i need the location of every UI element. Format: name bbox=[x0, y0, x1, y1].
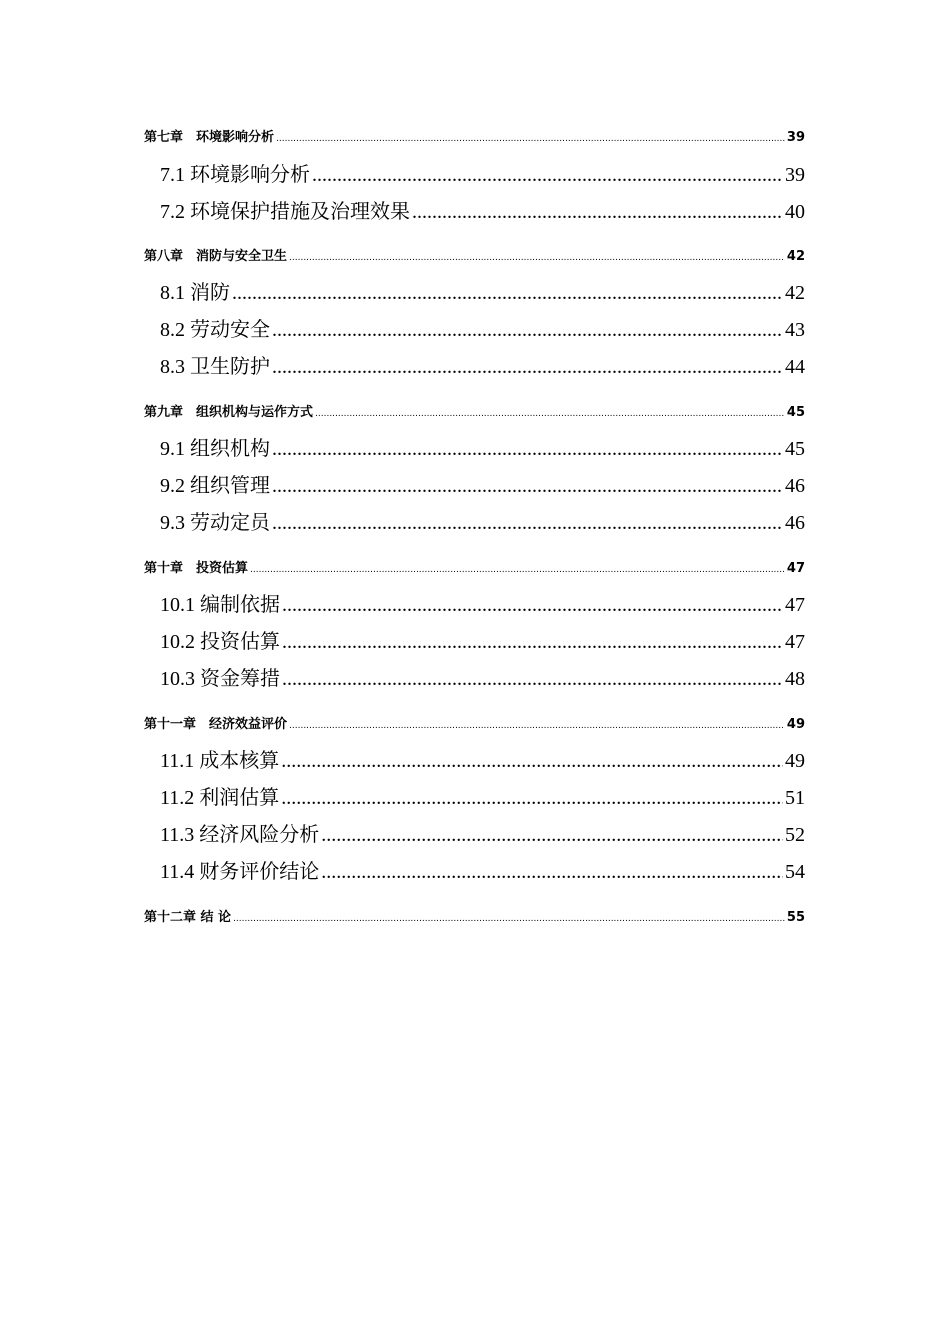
toc-section-8-3[interactable] bbox=[160, 350, 805, 379]
dot-leader bbox=[281, 750, 783, 773]
toc-chapter-12[interactable] bbox=[144, 906, 805, 925]
toc-page-number: 39 bbox=[785, 164, 805, 186]
dot-leader bbox=[281, 787, 783, 810]
dot-leader bbox=[232, 282, 783, 305]
toc-page-number: 43 bbox=[785, 319, 805, 341]
dot-leader bbox=[272, 438, 783, 461]
toc-entry-label: 9.3 劳动定员 bbox=[160, 512, 270, 534]
toc-entry-label: 第十二章 结 论 bbox=[144, 910, 232, 925]
toc-section-10-2[interactable] bbox=[160, 625, 805, 654]
toc-entry-label: 11.3 经济风险分析 bbox=[160, 824, 320, 846]
toc-entry-label: 8.3 卫生防护 bbox=[160, 356, 270, 378]
toc-section-8-2[interactable] bbox=[160, 313, 805, 342]
toc-section-8-1[interactable] bbox=[160, 276, 805, 305]
toc-chapter-10[interactable] bbox=[144, 557, 805, 576]
toc-entry-label: 10.2 投资估算 bbox=[160, 631, 280, 653]
dot-leader bbox=[272, 512, 783, 535]
toc-page-number: 42 bbox=[786, 249, 805, 264]
toc-entry-label: 10.1 编制依据 bbox=[160, 594, 280, 616]
toc-page-number: 40 bbox=[785, 201, 805, 223]
toc-entry-label: 8.1 消防 bbox=[160, 282, 230, 304]
toc-page-number: 47 bbox=[786, 561, 805, 576]
toc-entry-label: 8.2 劳动安全 bbox=[160, 319, 270, 341]
toc-section-11-2[interactable] bbox=[160, 781, 805, 810]
toc-chapter-9[interactable] bbox=[144, 401, 805, 420]
toc-page-number: 49 bbox=[785, 750, 805, 772]
dot-leader bbox=[272, 356, 783, 379]
toc-page-number: 46 bbox=[785, 475, 805, 497]
toc-section-7-2[interactable] bbox=[160, 195, 805, 224]
toc-page-number: 42 bbox=[785, 282, 805, 304]
toc-entry-label: 9.1 组织机构 bbox=[160, 438, 270, 460]
toc-section-9-1[interactable] bbox=[160, 432, 805, 461]
toc-chapter-11[interactable] bbox=[144, 713, 805, 732]
toc-entry-label: 11.4 财务评价结论 bbox=[160, 861, 320, 883]
toc-section-11-1[interactable] bbox=[160, 744, 805, 773]
toc-page-number: 48 bbox=[785, 668, 805, 690]
toc-page-number: 49 bbox=[786, 717, 805, 732]
toc-entry-label: 第九章 组织机构与运作方式 bbox=[144, 405, 314, 420]
dot-leader bbox=[272, 319, 783, 342]
toc-entry-label: 7.1 环境影响分析 bbox=[160, 164, 310, 186]
toc-entry-label: 7.2 环境保护措施及治理效果 bbox=[160, 201, 410, 223]
toc-page-number: 47 bbox=[785, 631, 805, 653]
dot-leader bbox=[321, 861, 783, 884]
toc-section-11-4[interactable] bbox=[160, 855, 805, 884]
toc-entry-label: 11.1 成本核算 bbox=[160, 750, 280, 772]
dot-leader bbox=[289, 721, 785, 731]
dot-leader bbox=[412, 201, 783, 224]
toc-section-9-2[interactable] bbox=[160, 469, 805, 498]
dot-leader bbox=[282, 594, 783, 617]
toc-page-number: 46 bbox=[785, 512, 805, 534]
toc-entry-label: 9.2 组织管理 bbox=[160, 475, 270, 497]
toc-section-10-3[interactable] bbox=[160, 662, 805, 691]
dot-leader bbox=[282, 631, 783, 654]
toc-section-10-1[interactable] bbox=[160, 588, 805, 617]
toc-entry-label: 第十章 投资估算 bbox=[144, 561, 249, 576]
dot-leader bbox=[289, 253, 785, 263]
toc-chapter-8[interactable] bbox=[144, 245, 805, 264]
dot-leader bbox=[321, 824, 783, 847]
toc-page-number: 55 bbox=[786, 910, 805, 925]
dot-leader bbox=[282, 668, 783, 691]
toc-chapter-7[interactable] bbox=[144, 126, 805, 145]
toc-section-9-3[interactable] bbox=[160, 506, 805, 535]
dot-leader bbox=[276, 134, 785, 144]
dot-leader bbox=[233, 914, 785, 924]
dot-leader bbox=[272, 475, 783, 498]
dot-leader bbox=[315, 409, 785, 419]
toc-entry-label: 11.2 利润估算 bbox=[160, 787, 280, 809]
dot-leader bbox=[312, 164, 783, 187]
toc-page-number: 51 bbox=[785, 787, 805, 809]
toc-page-number: 47 bbox=[785, 594, 805, 616]
toc-entry-label: 10.3 资金筹措 bbox=[160, 668, 280, 690]
toc-entry-label: 第八章 消防与安全卫生 bbox=[144, 249, 288, 264]
toc-entry-label: 第七章 环境影响分析 bbox=[144, 130, 275, 145]
toc-page-number: 39 bbox=[786, 130, 805, 145]
toc-page-number: 54 bbox=[785, 861, 805, 883]
toc-entry-label: 第十一章 经济效益评价 bbox=[144, 717, 288, 732]
toc-section-11-3[interactable] bbox=[160, 818, 805, 847]
toc-page-number: 52 bbox=[785, 824, 805, 846]
toc-page-number: 44 bbox=[785, 356, 805, 378]
toc-page-number: 45 bbox=[786, 405, 805, 420]
toc-page-number: 45 bbox=[785, 438, 805, 460]
toc-section-7-1[interactable] bbox=[160, 158, 805, 187]
dot-leader bbox=[250, 565, 785, 575]
